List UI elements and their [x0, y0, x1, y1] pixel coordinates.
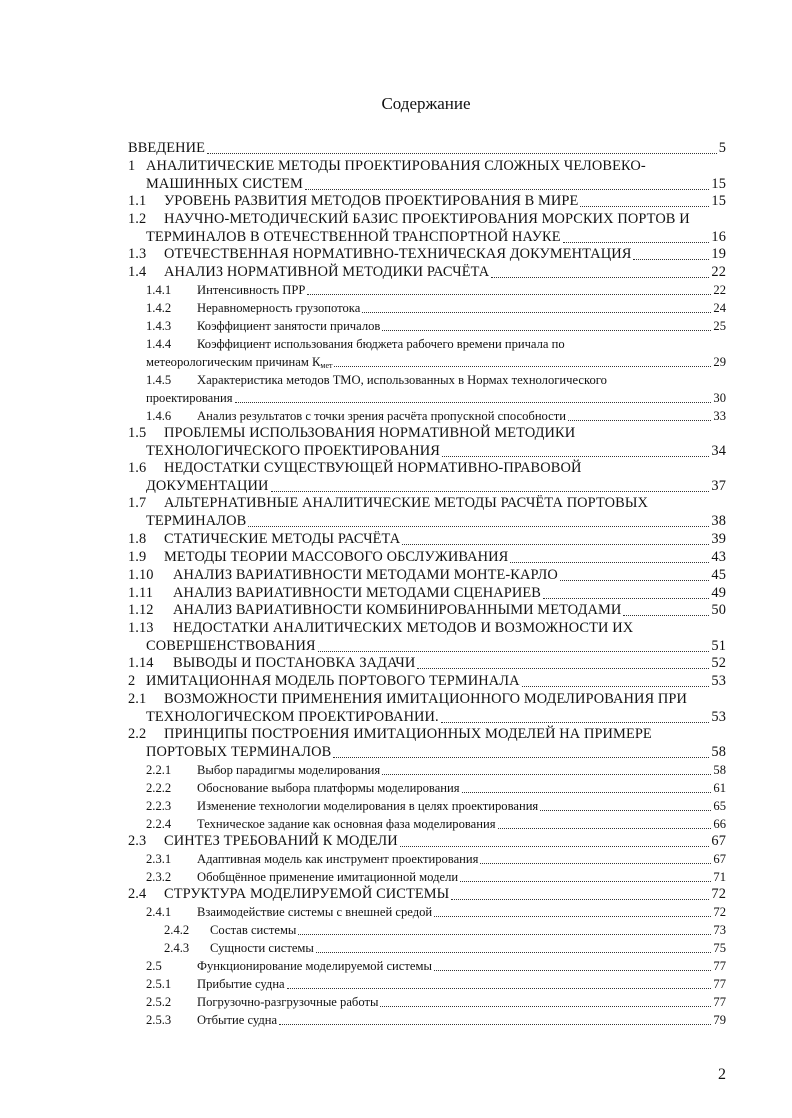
toc-leader-dots — [462, 782, 712, 793]
toc-entry-page: 77 — [713, 959, 726, 973]
toc-entry-row — [197, 817, 726, 832]
toc-entry-number: 2.4.1 — [146, 905, 172, 919]
toc-entry-page: 77 — [713, 995, 726, 1009]
toc-entry-title: Коэффициент использования бюджета рабочего времени причала по — [197, 337, 565, 351]
toc-entry-page: 61 — [713, 781, 726, 795]
toc-entry-page: 75 — [713, 941, 726, 955]
toc-entry-page: 15 — [711, 193, 726, 209]
toc-entry-title: АНАЛИЗ ВАРИАТИВНОСТИ КОМБИНИРОВАННЫМИ МЕТОДАМИ — [173, 602, 622, 618]
toc-entry-page: 25 — [713, 319, 726, 333]
toc-leader-dots — [633, 249, 709, 260]
toc-entry-row — [164, 549, 726, 566]
toc-entry-number: 2.2.1 — [146, 763, 172, 777]
toc-leader-dots — [318, 641, 710, 652]
page-title: Содержание — [381, 94, 471, 113]
toc-entry-row — [173, 585, 726, 602]
toc-entry-title: НЕДОСТАТКИ АНАЛИТИЧЕСКИХ МЕТОДОВ И ВОЗМОЖНОСТИ ИХ — [173, 620, 634, 636]
toc-entry-number: 1.4.5 — [146, 373, 172, 387]
toc-entry-number: 1.9 — [128, 549, 147, 565]
toc-entry-title: НЕДОСТАТКИ СУЩЕСТВУЮЩЕЙ НОРМАТИВНО-ПРАВОВОЙ — [164, 460, 582, 476]
toc-leader-dots — [417, 658, 709, 669]
toc-leader-dots — [491, 267, 709, 278]
toc-leader-dots — [543, 588, 709, 599]
toc-entry-title: Взаимодействие системы с внешней средой — [197, 905, 433, 919]
toc-leader-dots — [480, 853, 711, 864]
toc-entry-title: ДОКУМЕНТАЦИИ — [146, 478, 269, 494]
toc-leader-dots — [316, 942, 712, 953]
page-number: 2 — [718, 1066, 726, 1083]
toc-entry-title: УРОВЕНЬ РАЗВИТИЯ МЕТОДОВ ПРОЕКТИРОВАНИЯ В МИРЕ — [164, 193, 579, 209]
toc-entry-number: 2.3.2 — [146, 870, 172, 884]
toc-entry-page: 67 — [711, 833, 726, 849]
toc-entry-title: Анализ результатов с точки зрения расчёта пропускной способности — [197, 409, 567, 423]
toc-entry-number: 2.2 — [128, 726, 147, 742]
toc-entry-number: 2.1 — [128, 691, 147, 707]
toc-entry-number: 2.2.3 — [146, 799, 172, 813]
toc-entry-page: 34 — [711, 443, 726, 459]
toc-entry-number: 2.5 — [146, 959, 162, 973]
toc-entry-row — [146, 638, 726, 655]
toc-entry-title: ТЕХНОЛОГИЧЕСКОГО ПРОЕКТИРОВАНИЯ — [146, 443, 440, 459]
toc-leader-dots — [333, 747, 709, 758]
toc-entry-title: ПОРТОВЫХ ТЕРМИНАЛОВ — [146, 744, 332, 760]
toc-entry-page: 49 — [711, 585, 726, 601]
toc-entry-page: 72 — [711, 886, 726, 902]
toc-entry-number: 2 — [128, 673, 136, 689]
toc-entry-page: 71 — [713, 870, 726, 884]
toc-leader-dots — [623, 605, 709, 616]
toc-leader-dots — [580, 196, 709, 207]
toc-entry-title: Интенсивность ПРР — [197, 283, 306, 297]
toc-leader-dots — [563, 232, 710, 243]
toc-entry-number: 1.3 — [128, 246, 147, 262]
toc-entry-subscript: мет — [320, 361, 333, 370]
toc-leader-dots — [498, 818, 712, 829]
toc-entry-row — [197, 763, 726, 778]
toc-entry-row — [146, 709, 726, 726]
toc-entry-page: 33 — [713, 409, 726, 423]
toc-entry-number: 2.2.4 — [146, 817, 172, 831]
toc-entry-page: 5 — [718, 140, 726, 156]
toc-entry-title: АНАЛИЗ НОРМАТИВНОЙ МЕТОДИКИ РАСЧЁТА — [164, 264, 490, 280]
toc-entry-title: ВОЗМОЖНОСТИ ПРИМЕНЕНИЯ ИМИТАЦИОННОГО МОДЕЛИРОВАНИЯ ПРИ — [164, 691, 688, 707]
toc-entry-number: 2.4.3 — [164, 941, 190, 955]
toc-entry-number: 1.4.1 — [146, 283, 172, 297]
toc-entry-number: 2.4 — [128, 886, 147, 902]
toc-entry-number: 2.5.1 — [146, 977, 172, 991]
toc-entry-page: 43 — [711, 549, 726, 565]
toc-leader-dots — [271, 481, 710, 492]
toc-entry-row — [146, 355, 726, 370]
toc-entry-page: 73 — [713, 923, 726, 937]
toc-entry-number: 2.4.2 — [164, 923, 190, 937]
toc-entry-row — [164, 193, 726, 210]
toc-entry-title: Выбор парадигмы моделирования — [197, 763, 381, 777]
toc-leader-dots — [382, 320, 711, 331]
toc-leader-dots — [305, 179, 710, 190]
toc-leader-dots — [307, 284, 711, 295]
toc-entry-row — [164, 886, 726, 903]
toc-entry-page: 65 — [713, 799, 726, 813]
toc-entry-row — [210, 923, 726, 938]
toc-entry-title: ТЕРМИНАЛОВ — [146, 513, 247, 529]
toc-entry-title: Прибытие судна — [197, 977, 285, 991]
toc-leader-dots — [235, 392, 712, 403]
toc-entry-page: 52 — [711, 655, 726, 671]
toc-leader-dots — [441, 712, 710, 723]
toc-entry-row — [197, 319, 726, 334]
toc-leader-dots — [402, 534, 709, 545]
toc-entry-page: 77 — [713, 977, 726, 991]
toc-entry-row — [197, 870, 726, 885]
toc-leader-dots — [442, 446, 710, 457]
toc-entry-row — [197, 1013, 726, 1028]
toc-entry-page: 58 — [713, 763, 726, 777]
toc-entry-title: ИМИТАЦИОННАЯ МОДЕЛЬ ПОРТОВОГО ТЕРМИНАЛА — [146, 673, 520, 689]
toc-entry-number: 1.10 — [128, 567, 154, 583]
toc-entry-page: 24 — [713, 301, 726, 315]
toc-entry-number: 1.8 — [128, 531, 147, 547]
toc-entry-page: 72 — [713, 905, 726, 919]
toc-leader-dots — [568, 410, 711, 421]
toc-leader-dots — [287, 978, 712, 989]
toc-entry-number: 2.5.3 — [146, 1013, 172, 1027]
toc-entry-title: ТЕРМИНАЛОВ В ОТЕЧЕСТВЕННОЙ ТРАНСПОРТНОЙ НАУКЕ — [146, 229, 561, 245]
toc-leader-dots — [362, 302, 711, 313]
toc-entry-title: Техническое задание как основная фаза моделирования — [197, 817, 496, 831]
toc-entry-title: ПРОБЛЕМЫ ИСПОЛЬЗОВАНИЯ НОРМАТИВНОЙ МЕТОДИКИ — [164, 425, 576, 441]
toc-entry-title: СОВЕРШЕНСТВОВАНИЯ — [146, 638, 316, 654]
toc-entry-number: 1.4.4 — [146, 337, 172, 351]
toc-entry-number: 2.3 — [128, 833, 147, 849]
toc-leader-dots — [279, 1014, 711, 1025]
toc-entry-number: 1 — [128, 158, 136, 174]
toc-entry-title: МАШИННЫХ СИСТЕМ — [146, 176, 303, 192]
toc-entry-row — [173, 602, 726, 619]
toc-entry-page: 29 — [713, 355, 726, 369]
toc-entry-number: 1.5 — [128, 425, 147, 441]
toc-entry-title: ОТЕЧЕСТВЕННАЯ НОРМАТИВНО-ТЕХНИЧЕСКАЯ ДОКУМЕНТАЦИЯ — [164, 246, 632, 262]
toc-leader-dots — [334, 356, 711, 367]
toc-entry-number: 2.5.2 — [146, 995, 172, 1009]
toc-leader-dots — [460, 871, 711, 882]
toc-entry-row — [197, 977, 726, 992]
toc-entry-title: Коэффициент занятости причалов — [197, 319, 381, 333]
toc-entry-number: 1.6 — [128, 460, 147, 476]
toc-entry-page: 45 — [711, 567, 726, 583]
toc-entry-page: 58 — [711, 744, 726, 760]
toc-entry-page: 38 — [711, 513, 726, 529]
toc-entry-page: 30 — [713, 391, 726, 405]
toc-entry-title: Обоснование выбора платформы моделирования — [197, 781, 460, 795]
toc-entry-row — [197, 781, 726, 796]
toc-entry-row — [146, 176, 726, 193]
toc-leader-dots — [380, 996, 711, 1007]
toc-entry-page: 53 — [711, 709, 726, 725]
toc-entry-title: Состав системы — [210, 923, 297, 937]
toc-entry-page: 51 — [711, 638, 726, 654]
toc-entry-row — [164, 246, 726, 263]
toc-entry-row — [197, 799, 726, 814]
toc-entry-number: 1.11 — [128, 585, 154, 601]
toc-leader-dots — [382, 764, 711, 775]
toc-leader-dots — [248, 516, 709, 527]
toc-entry-title: ПРИНЦИПЫ ПОСТРОЕНИЯ ИМИТАЦИОННЫХ МОДЕЛЕЙ НА ПРИМЕРЕ — [164, 726, 652, 742]
toc-entry-page: 22 — [711, 264, 726, 280]
toc-entry-row — [164, 531, 726, 548]
toc-entry-row — [173, 567, 726, 584]
toc-entry-row — [146, 513, 726, 530]
toc-entry-page: 66 — [713, 817, 726, 831]
toc-entry-title: Изменение технологии моделирования в целях проектирования — [197, 799, 539, 813]
toc-leader-dots — [207, 143, 717, 154]
toc-leader-dots — [522, 676, 710, 687]
toc-leader-dots — [510, 552, 709, 563]
toc-entry-title: ТЕХНОЛОГИЧЕСКОМ ПРОЕКТИРОВАНИИ. — [146, 709, 439, 725]
toc-entry-row — [146, 391, 726, 406]
toc-entry-title: Обобщённое применение имитационной модели — [197, 870, 459, 884]
toc-entry-page: 50 — [711, 602, 726, 618]
toc-entry-title: Отбытие судна — [197, 1013, 278, 1027]
toc-entry-title: Функционирование моделируемой системы — [197, 959, 432, 973]
toc-entry-title: Адаптивная модель как инструмент проектирования — [197, 852, 479, 866]
toc-entry-row — [146, 229, 726, 246]
toc-entry-title: ВВЕДЕНИЕ — [128, 140, 205, 156]
toc-entry-page: 67 — [713, 852, 726, 866]
toc-entry-title: НАУЧНО-МЕТОДИЧЕСКИЙ БАЗИС ПРОЕКТИРОВАНИЯ МОРСКИХ ПОРТОВ И — [164, 211, 690, 227]
toc-entry-row — [197, 905, 726, 920]
toc-entry-number: 2.3.1 — [146, 852, 172, 866]
toc-entry-row — [197, 301, 726, 316]
toc-entry-title: СИНТЕЗ ТРЕБОВАНИЙ К МОДЕЛИ — [164, 833, 398, 849]
toc-entry-number: 1.4.3 — [146, 319, 172, 333]
toc-entry-page: 15 — [711, 176, 726, 192]
toc-entry-title: СТРУКТУРА МОДЕЛИРУЕМОЙ СИСТЕМЫ — [164, 886, 450, 902]
toc-entry-page: 37 — [711, 478, 726, 494]
toc-entry-row — [146, 744, 726, 761]
toc-entry-row — [197, 409, 726, 424]
toc-entry-number: 1.4.2 — [146, 301, 172, 315]
toc-entry-title: ВЫВОДЫ И ПОСТАНОВКА ЗАДАЧИ — [173, 655, 416, 671]
toc-leader-dots — [451, 889, 709, 900]
toc-entry-row — [197, 995, 726, 1010]
toc-leader-dots — [434, 960, 711, 971]
toc-entry-number: 1.12 — [128, 602, 154, 618]
toc-entry-number: 1.14 — [128, 655, 154, 671]
toc-entry-number: 1.7 — [128, 495, 147, 511]
toc-entry-number: 1.4.6 — [146, 409, 172, 423]
toc-entry-title: АНАЛИЗ ВАРИАТИВНОСТИ МЕТОДАМИ МОНТЕ-КАРЛО — [173, 567, 558, 583]
toc-entry-page: 79 — [713, 1013, 726, 1027]
toc-entry-row — [173, 655, 726, 672]
toc-entry-title: АЛЬТЕРНАТИВНЫЕ АНАЛИТИЧЕСКИЕ МЕТОДЫ РАСЧЁТА ПОРТОВЫХ — [164, 495, 648, 511]
toc-entry-page: 22 — [713, 283, 726, 297]
toc-entry-row — [210, 941, 726, 956]
toc-entry-row — [146, 673, 726, 690]
toc-entry-row — [146, 478, 726, 495]
toc-entry-number: 1.4 — [128, 264, 147, 280]
toc-entry-row — [164, 264, 726, 281]
toc-entry-title: АНАЛИТИЧЕСКИЕ МЕТОДЫ ПРОЕКТИРОВАНИЯ СЛОЖНЫХ ЧЕЛОВЕКО- — [146, 158, 646, 174]
toc-entry-title: метеорологическим причинам $К_{мет}$ — [146, 355, 333, 370]
toc-entry-number: 1.2 — [128, 211, 147, 227]
toc-entry-title: Характеристика методов ТМО, использованных в Нормах технологического — [197, 373, 607, 387]
toc-entry-title: проектирования — [146, 391, 233, 405]
toc-entry-row — [128, 140, 726, 157]
toc-entry-row — [146, 443, 726, 460]
toc-entry-title: АНАЛИЗ ВАРИАТИВНОСТИ МЕТОДАМИ СЦЕНАРИЕВ — [173, 585, 541, 601]
toc-entry-title: Погрузочно-разгрузочные работы — [197, 995, 379, 1009]
toc-entry-page: 53 — [711, 673, 726, 689]
toc-entry-title: Сущности системы — [210, 941, 314, 955]
toc-entry-title: СТАТИЧЕСКИЕ МЕТОДЫ РАСЧЁТА — [164, 531, 401, 547]
toc-entry-page: 19 — [711, 246, 726, 262]
toc-leader-dots — [400, 836, 710, 847]
toc-leader-dots — [560, 570, 710, 581]
toc-leader-dots — [298, 924, 711, 935]
toc-entry-page: 39 — [711, 531, 726, 547]
toc-entry-number: 1.1 — [128, 193, 147, 209]
toc-leader-dots — [540, 800, 711, 811]
toc-leader-dots — [434, 906, 711, 917]
toc-entry-title: Неравномерность грузопотока — [197, 301, 361, 315]
toc-entry-title: МЕТОДЫ ТЕОРИИ МАССОВОГО ОБСЛУЖИВАНИЯ — [164, 549, 509, 565]
toc-entry-row — [197, 852, 726, 867]
toc-entry-page: 16 — [711, 229, 726, 245]
toc-entry-row — [197, 283, 726, 298]
toc-entry-row — [197, 959, 726, 974]
toc-entry-row — [164, 833, 726, 850]
toc-entry-number: 2.2.2 — [146, 781, 172, 795]
toc-entry-number: 1.13 — [128, 620, 154, 636]
